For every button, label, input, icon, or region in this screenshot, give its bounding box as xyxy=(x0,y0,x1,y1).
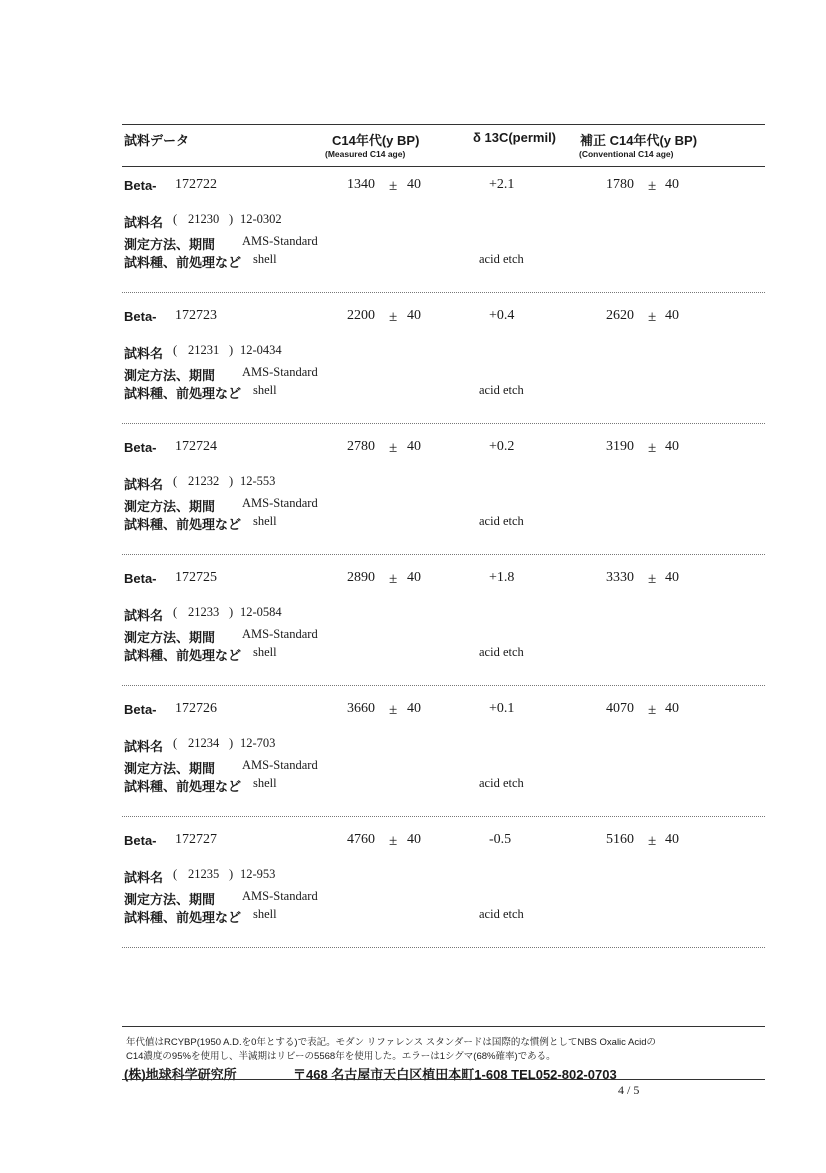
measured-age: 2890 xyxy=(347,570,375,585)
beta-label: Beta- xyxy=(124,309,157,324)
pretreatment-value: acid etch xyxy=(479,252,524,266)
measured-pm: ± xyxy=(389,178,398,194)
sample-name-label: 試料名 xyxy=(124,608,164,623)
sample-code: 12-0302 xyxy=(240,212,282,226)
conventional-error: 40 xyxy=(665,177,679,192)
sample-name-label: 試料名 xyxy=(124,870,164,885)
method-value: AMS-Standard xyxy=(242,496,318,510)
measured-error: 40 xyxy=(407,439,421,454)
sample-number: 21230 xyxy=(188,212,220,226)
record-separator xyxy=(122,816,765,817)
record-separator xyxy=(122,292,765,293)
header-conv-age-sub: (Conventional C14 age) xyxy=(579,149,674,159)
beta-label: Beta- xyxy=(124,178,157,193)
d13c-value: +0.1 xyxy=(489,701,515,716)
material-label: 試料種、前処理など xyxy=(124,517,242,532)
material-value: shell xyxy=(253,383,277,397)
d13c-value: -0.5 xyxy=(489,832,512,847)
beta-number: 172723 xyxy=(175,308,217,323)
method-label: 測定方法、期間 xyxy=(124,237,216,252)
sample-name-label: 試料名 xyxy=(124,477,164,492)
sample-code: 12-953 xyxy=(240,867,276,881)
measured-pm: ± xyxy=(389,309,398,325)
pretreatment-value: acid etch xyxy=(479,383,524,397)
record-separator xyxy=(122,685,765,686)
sample-open-paren: ( xyxy=(173,605,178,619)
conventional-pm: ± xyxy=(648,833,657,849)
conventional-age: 4070 xyxy=(606,701,634,716)
measured-age: 2780 xyxy=(347,439,375,454)
method-value: AMS-Standard xyxy=(242,889,318,903)
sample-name-label: 試料名 xyxy=(124,346,164,361)
d13c-value: +0.4 xyxy=(489,308,515,323)
header-conv-age: 補正 C14年代(y BP) xyxy=(580,133,698,148)
sample-code: 12-553 xyxy=(240,474,276,488)
header-c14-age-sub: (Measured C14 age) xyxy=(325,149,406,159)
beta-label: Beta- xyxy=(124,702,157,717)
measured-pm: ± xyxy=(389,571,398,587)
footer-address: 〒468 名古屋市天白区植田本町1-608 TEL052-802-0703 xyxy=(293,1067,617,1082)
method-label: 測定方法、期間 xyxy=(124,368,216,383)
method-label: 測定方法、期間 xyxy=(124,499,216,514)
beta-label: Beta- xyxy=(124,571,157,586)
method-value: AMS-Standard xyxy=(242,365,318,379)
conventional-age: 3190 xyxy=(606,439,634,454)
footer-company: (株)地球科学研究所 xyxy=(124,1067,237,1082)
material-label: 試料種、前処理など xyxy=(124,648,242,663)
sample-close-paren: ) xyxy=(229,605,234,619)
measured-age: 3660 xyxy=(347,701,375,716)
conventional-age: 1780 xyxy=(606,177,634,192)
beta-label: Beta- xyxy=(124,440,157,455)
measured-age: 4760 xyxy=(347,832,375,847)
material-label: 試料種、前処理など xyxy=(124,386,242,401)
beta-number: 172722 xyxy=(175,177,217,192)
conventional-pm: ± xyxy=(648,178,657,194)
material-value: shell xyxy=(253,776,277,790)
method-label: 測定方法、期間 xyxy=(124,892,216,907)
sample-name-label: 試料名 xyxy=(124,739,164,754)
footnote-line-1: 年代値はRCYBP(1950 A.D.を0年とする)で表記。モダン リファレンス スタンダードは国際的な慣例としてNBS Oxalic Acidの xyxy=(126,1037,657,1048)
measured-error: 40 xyxy=(407,570,421,585)
sample-number: 21232 xyxy=(188,474,220,488)
method-value: AMS-Standard xyxy=(242,758,318,772)
sample-number: 21231 xyxy=(188,343,220,357)
beta-label: Beta- xyxy=(124,833,157,848)
conventional-age: 5160 xyxy=(606,832,634,847)
record-separator xyxy=(122,423,765,424)
pretreatment-value: acid etch xyxy=(479,514,524,528)
material-label: 試料種、前処理など xyxy=(124,255,242,270)
conventional-age: 3330 xyxy=(606,570,634,585)
method-label: 測定方法、期間 xyxy=(124,761,216,776)
method-value: AMS-Standard xyxy=(242,234,318,248)
sample-code: 12-0584 xyxy=(240,605,282,619)
sample-name-label: 試料名 xyxy=(124,215,164,230)
material-value: shell xyxy=(253,907,277,921)
measured-pm: ± xyxy=(389,833,398,849)
measured-age: 2200 xyxy=(347,308,375,323)
sample-close-paren: ) xyxy=(229,867,234,881)
measured-pm: ± xyxy=(389,702,398,718)
beta-number: 172726 xyxy=(175,701,217,716)
d13c-value: +0.2 xyxy=(489,439,515,454)
footnote-line-2: C14濃度の95%を使用し、半減期はリビーの5568年を使用した。エラーは1シグマ(68%確率)である。 xyxy=(126,1051,556,1062)
sample-open-paren: ( xyxy=(173,343,178,357)
measured-error: 40 xyxy=(407,701,421,716)
measured-pm: ± xyxy=(389,440,398,456)
footer-rule xyxy=(122,1079,765,1080)
pretreatment-value: acid etch xyxy=(479,645,524,659)
sample-code: 12-0434 xyxy=(240,343,282,357)
conventional-error: 40 xyxy=(665,439,679,454)
material-label: 試料種、前処理など xyxy=(124,779,242,794)
sample-open-paren: ( xyxy=(173,867,178,881)
header-bottom-rule xyxy=(122,166,765,167)
record-separator xyxy=(122,947,765,948)
measured-error: 40 xyxy=(407,177,421,192)
material-label: 試料種、前処理など xyxy=(124,910,242,925)
conventional-pm: ± xyxy=(648,440,657,456)
header-top-rule xyxy=(122,124,765,125)
d13c-value: +2.1 xyxy=(489,177,515,192)
conventional-age: 2620 xyxy=(606,308,634,323)
beta-number: 172724 xyxy=(175,439,217,454)
sample-open-paren: ( xyxy=(173,212,178,226)
sample-close-paren: ) xyxy=(229,343,234,357)
pretreatment-value: acid etch xyxy=(479,907,524,921)
beta-number: 172727 xyxy=(175,832,217,847)
conventional-pm: ± xyxy=(648,702,657,718)
method-value: AMS-Standard xyxy=(242,627,318,641)
measured-age: 1340 xyxy=(347,177,375,192)
conventional-pm: ± xyxy=(648,309,657,325)
sample-close-paren: ) xyxy=(229,212,234,226)
header-d13c: δ 13C(permil) xyxy=(473,130,557,145)
header-c14-age: C14年代(y BP) xyxy=(332,133,420,148)
d13c-value: +1.8 xyxy=(489,570,515,585)
footnote-rule xyxy=(122,1026,765,1027)
header-sample-data: 試料データ xyxy=(124,133,190,148)
sample-number: 21234 xyxy=(188,736,220,750)
pretreatment-value: acid etch xyxy=(479,776,524,790)
sample-open-paren: ( xyxy=(173,474,178,488)
sample-number: 21233 xyxy=(188,605,220,619)
conventional-error: 40 xyxy=(665,832,679,847)
record-separator xyxy=(122,554,765,555)
material-value: shell xyxy=(253,645,277,659)
material-value: shell xyxy=(253,252,277,266)
conventional-error: 40 xyxy=(665,570,679,585)
measured-error: 40 xyxy=(407,832,421,847)
method-label: 測定方法、期間 xyxy=(124,630,216,645)
sample-open-paren: ( xyxy=(173,736,178,750)
sample-close-paren: ) xyxy=(229,474,234,488)
sample-number: 21235 xyxy=(188,867,220,881)
conventional-error: 40 xyxy=(665,308,679,323)
material-value: shell xyxy=(253,514,277,528)
conventional-pm: ± xyxy=(648,571,657,587)
page-number: 4 / 5 xyxy=(618,1083,640,1097)
beta-number: 172725 xyxy=(175,570,217,585)
sample-close-paren: ) xyxy=(229,736,234,750)
measured-error: 40 xyxy=(407,308,421,323)
sample-code: 12-703 xyxy=(240,736,276,750)
conventional-error: 40 xyxy=(665,701,679,716)
